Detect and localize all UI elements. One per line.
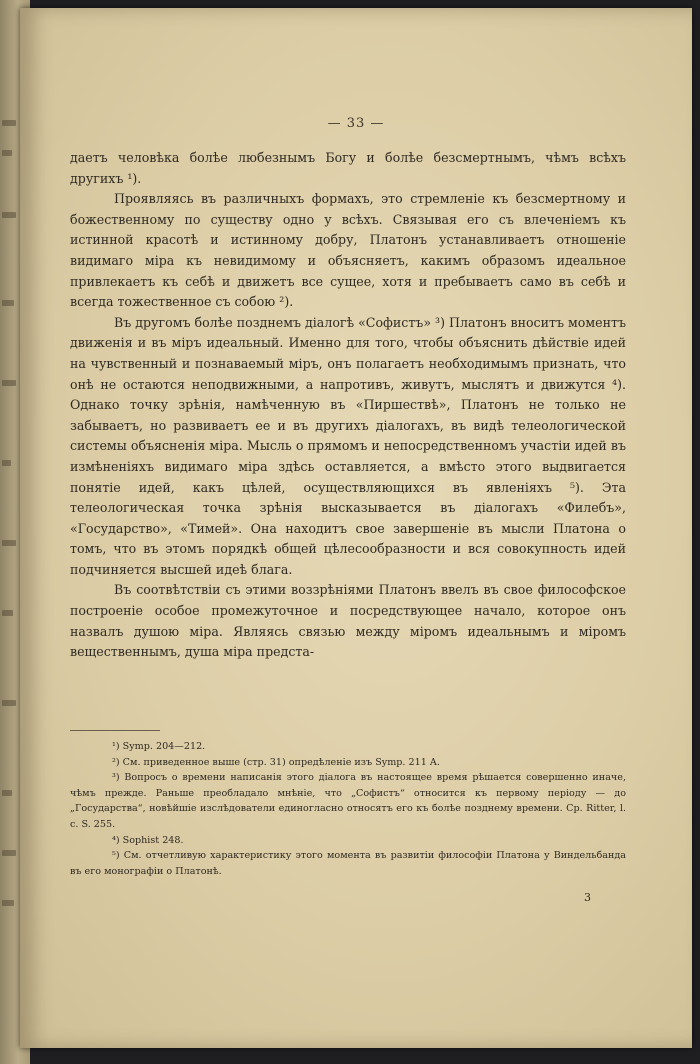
previous-page-text-fragment [2, 150, 12, 156]
footnote: ²) См. приведенное выше (стр. 31) опредѣленіе изъ Symp. 211 A. [112, 756, 440, 768]
footnote: ³) Вопросъ о времени написанія этого діалога въ настоящее время рѣшается совершенно иначе, чѣмъ прежде. Раньше преобладало мнѣніе, что „Софистъ“ относится къ первому періоду — до „Государства“, новѣйшіе изслѣдователи единогласно относятъ его къ болѣе позднему времени. Ср. Ritter, l. c. S. 255. [70, 772, 626, 830]
previous-page-text-fragment [2, 300, 14, 306]
footnote: ⁵) См. отчетливую характеристику этого момента въ развитіи философіи Платона у Виндельбанда въ его монографіи о Платонѣ. [70, 850, 626, 877]
footnotes [70, 739, 626, 879]
previous-page-text-fragment [2, 460, 11, 466]
footnote: ⁴) Sophist 248. [112, 834, 184, 846]
paragraph: Проявляясь въ различныхъ формахъ, это стремленіе къ безсмертному и божественному по существу одно у всѣхъ. Связывая его съ влеченіемъ къ истинной красотѣ и истинному добру, Платонъ устанавливаетъ отношеніе видимаго міра къ невидимому и объясняетъ, какимъ образомъ идеальное привлекаетъ къ себѣ и движетъ все сущее, хотя и пребываетъ само въ себѣ и всегда тожественное съ собою ²). [70, 191, 626, 310]
previous-page-text-fragment [2, 120, 16, 126]
previous-page-text-fragment [2, 212, 16, 218]
body-text [70, 148, 626, 663]
paragraph: даетъ человѣка болѣе любезнымъ Богу и болѣе безсмертнымъ, чѣмъ всѣхъ другихъ ¹). [70, 150, 626, 186]
previous-page-text-fragment [2, 850, 16, 856]
previous-page-text-fragment [2, 700, 16, 706]
footnote-separator [70, 730, 160, 731]
signature-mark: 3 [584, 891, 591, 904]
footnote: ¹) Symp. 204—212. [112, 741, 206, 752]
previous-page-text-fragment [2, 790, 12, 796]
book-page [20, 8, 692, 1048]
paragraph: Въ соотвѣтствіи съ этими воззрѣніями Платонъ ввелъ въ свое философское построеніе особое промежуточное и посредствующее начало, которое онъ назвалъ душою міра. Являясь связью между міромъ идеальнымъ и міромъ вещественнымъ, душа міра предста- [70, 582, 626, 660]
previous-page-text-fragment [2, 380, 16, 386]
paragraph: Въ другомъ болѣе позднемъ діалогѣ «Софистъ» ³) Платонъ вноситъ моментъ движенія и въ міръ идеальный. Именно для того, чтобы объяснить дѣйствіе идей на чувственный и познаваемый міръ, онъ полагаетъ необходимымъ признать, что онѣ не остаются неподвижными, а напротивъ, живутъ, мыслятъ и движутся ⁴). Однако точку зрѣнія, намѣченную въ «Пиршествѣ», Платонъ не только не забываетъ, но развиваетъ ее и въ другихъ діалогахъ, въ видѣ телеологической системы объясненія міра. Мысль о прямомъ и непосредственномъ участіи идей въ измѣненіяхъ видимаго міра здѣсь оставляется, а вмѣсто этого выдвигается понятіе идей, какъ цѣлей, осуществляющихся въ явленіяхъ ⁵). Эта телеологическая точка зрѣнія высказывается въ діалогахъ «Филебъ», «Государство», «Тимей». Она находитъ свое завершеніе въ мысли Платона о томъ, что въ этомъ порядкѣ общей цѣлесообразности и вся совокупность идей подчиняется высшей идеѣ блага. [70, 314, 626, 577]
previous-page-text-fragment [2, 610, 13, 616]
previous-page-text-fragment [2, 900, 14, 906]
previous-page-text-fragment [2, 540, 16, 546]
page-number: — 33 — [327, 116, 385, 131]
